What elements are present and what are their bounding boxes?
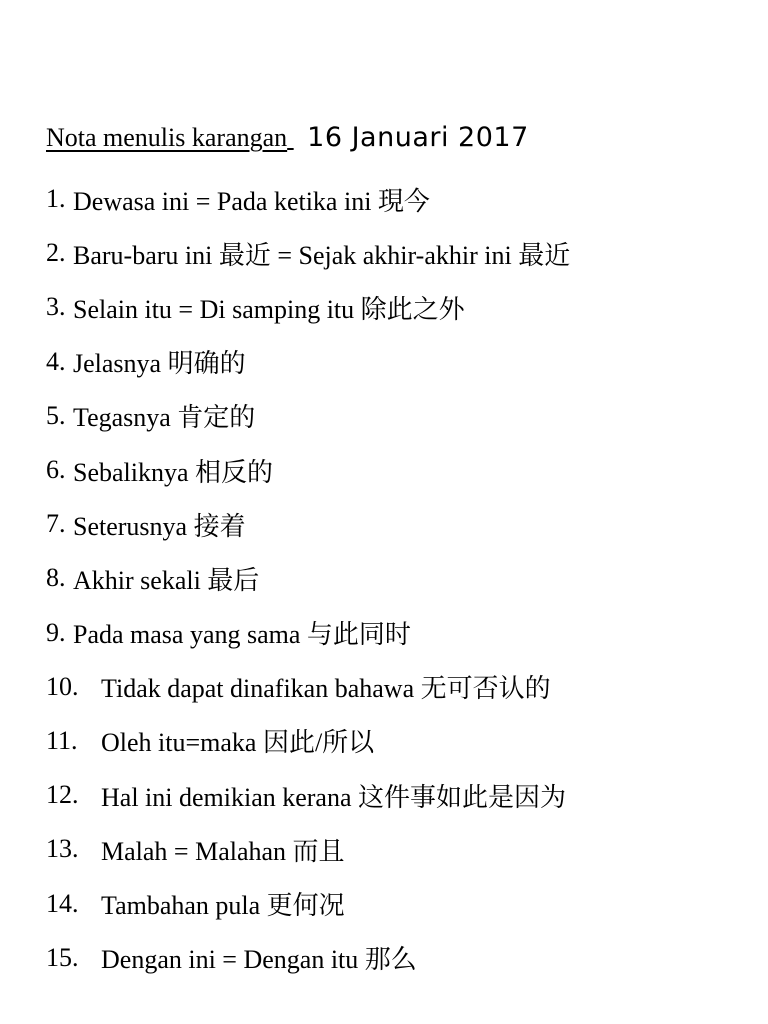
list-item <box>46 714 746 768</box>
item-text: Sebaliknya 相反的 <box>73 457 274 487</box>
list-item <box>46 226 746 280</box>
item-number: 11. <box>46 725 78 755</box>
item-text: Jelasnya 明确的 <box>73 349 246 379</box>
list-item <box>46 931 746 985</box>
item-number: 14. <box>46 888 79 918</box>
list-item <box>46 551 746 605</box>
list-item <box>46 335 746 389</box>
item-number: 5. <box>46 400 66 430</box>
list-item <box>46 822 746 876</box>
notes-list <box>46 172 746 985</box>
item-number: 2. <box>46 238 66 268</box>
item-number: 1. <box>46 184 66 214</box>
document-heading <box>46 118 529 162</box>
item-text: Selain itu = Di samping itu 除此之外 <box>73 294 465 324</box>
item-number: 8. <box>46 563 66 593</box>
list-item <box>46 389 746 443</box>
item-text: Dengan ini = Dengan itu 那么 <box>101 945 417 975</box>
list-item <box>46 768 746 822</box>
list-item <box>46 606 746 660</box>
list-item <box>46 660 746 714</box>
item-text: Malah = Malahan 而且 <box>101 836 345 866</box>
document-date: 16 Januari 2017 <box>307 122 529 153</box>
item-text: Tidak dapat dinafikan bahawa 无可否认的 <box>101 674 551 704</box>
item-number: 9. <box>46 617 66 647</box>
item-text: Seterusnya 接着 <box>73 511 246 541</box>
item-number: 10. <box>46 671 79 701</box>
list-item <box>46 876 746 930</box>
item-text: Akhir sekali 最后 <box>73 565 260 595</box>
title-underline-gap <box>287 118 303 158</box>
document-title: Nota menulis karangan <box>46 123 288 152</box>
item-text: Tambahan pula 更何况 <box>101 891 345 921</box>
list-item <box>46 172 746 226</box>
list-item <box>46 443 746 497</box>
item-number: 3. <box>46 292 66 322</box>
item-text: Baru-baru ini 最近 = Sejak akhir-akhir ini 最近 <box>73 240 571 270</box>
item-text: Dewasa ini = Pada ketika ini 現今 <box>73 186 430 216</box>
item-text: Hal ini demikian kerana 这件事如此是因为 <box>101 782 567 812</box>
list-item <box>46 280 746 334</box>
item-number: 13. <box>46 834 79 864</box>
item-number: 15. <box>46 942 79 972</box>
list-item <box>46 497 746 551</box>
item-number: 6. <box>46 455 66 485</box>
item-number: 7. <box>46 509 66 539</box>
item-number: 4. <box>46 346 66 376</box>
item-text: Oleh itu=maka 因此/所以 <box>101 728 375 758</box>
item-number: 12. <box>46 780 79 810</box>
item-text: Pada masa yang sama 与此同时 <box>73 620 411 650</box>
item-text: Tegasnya 肯定的 <box>73 403 256 433</box>
